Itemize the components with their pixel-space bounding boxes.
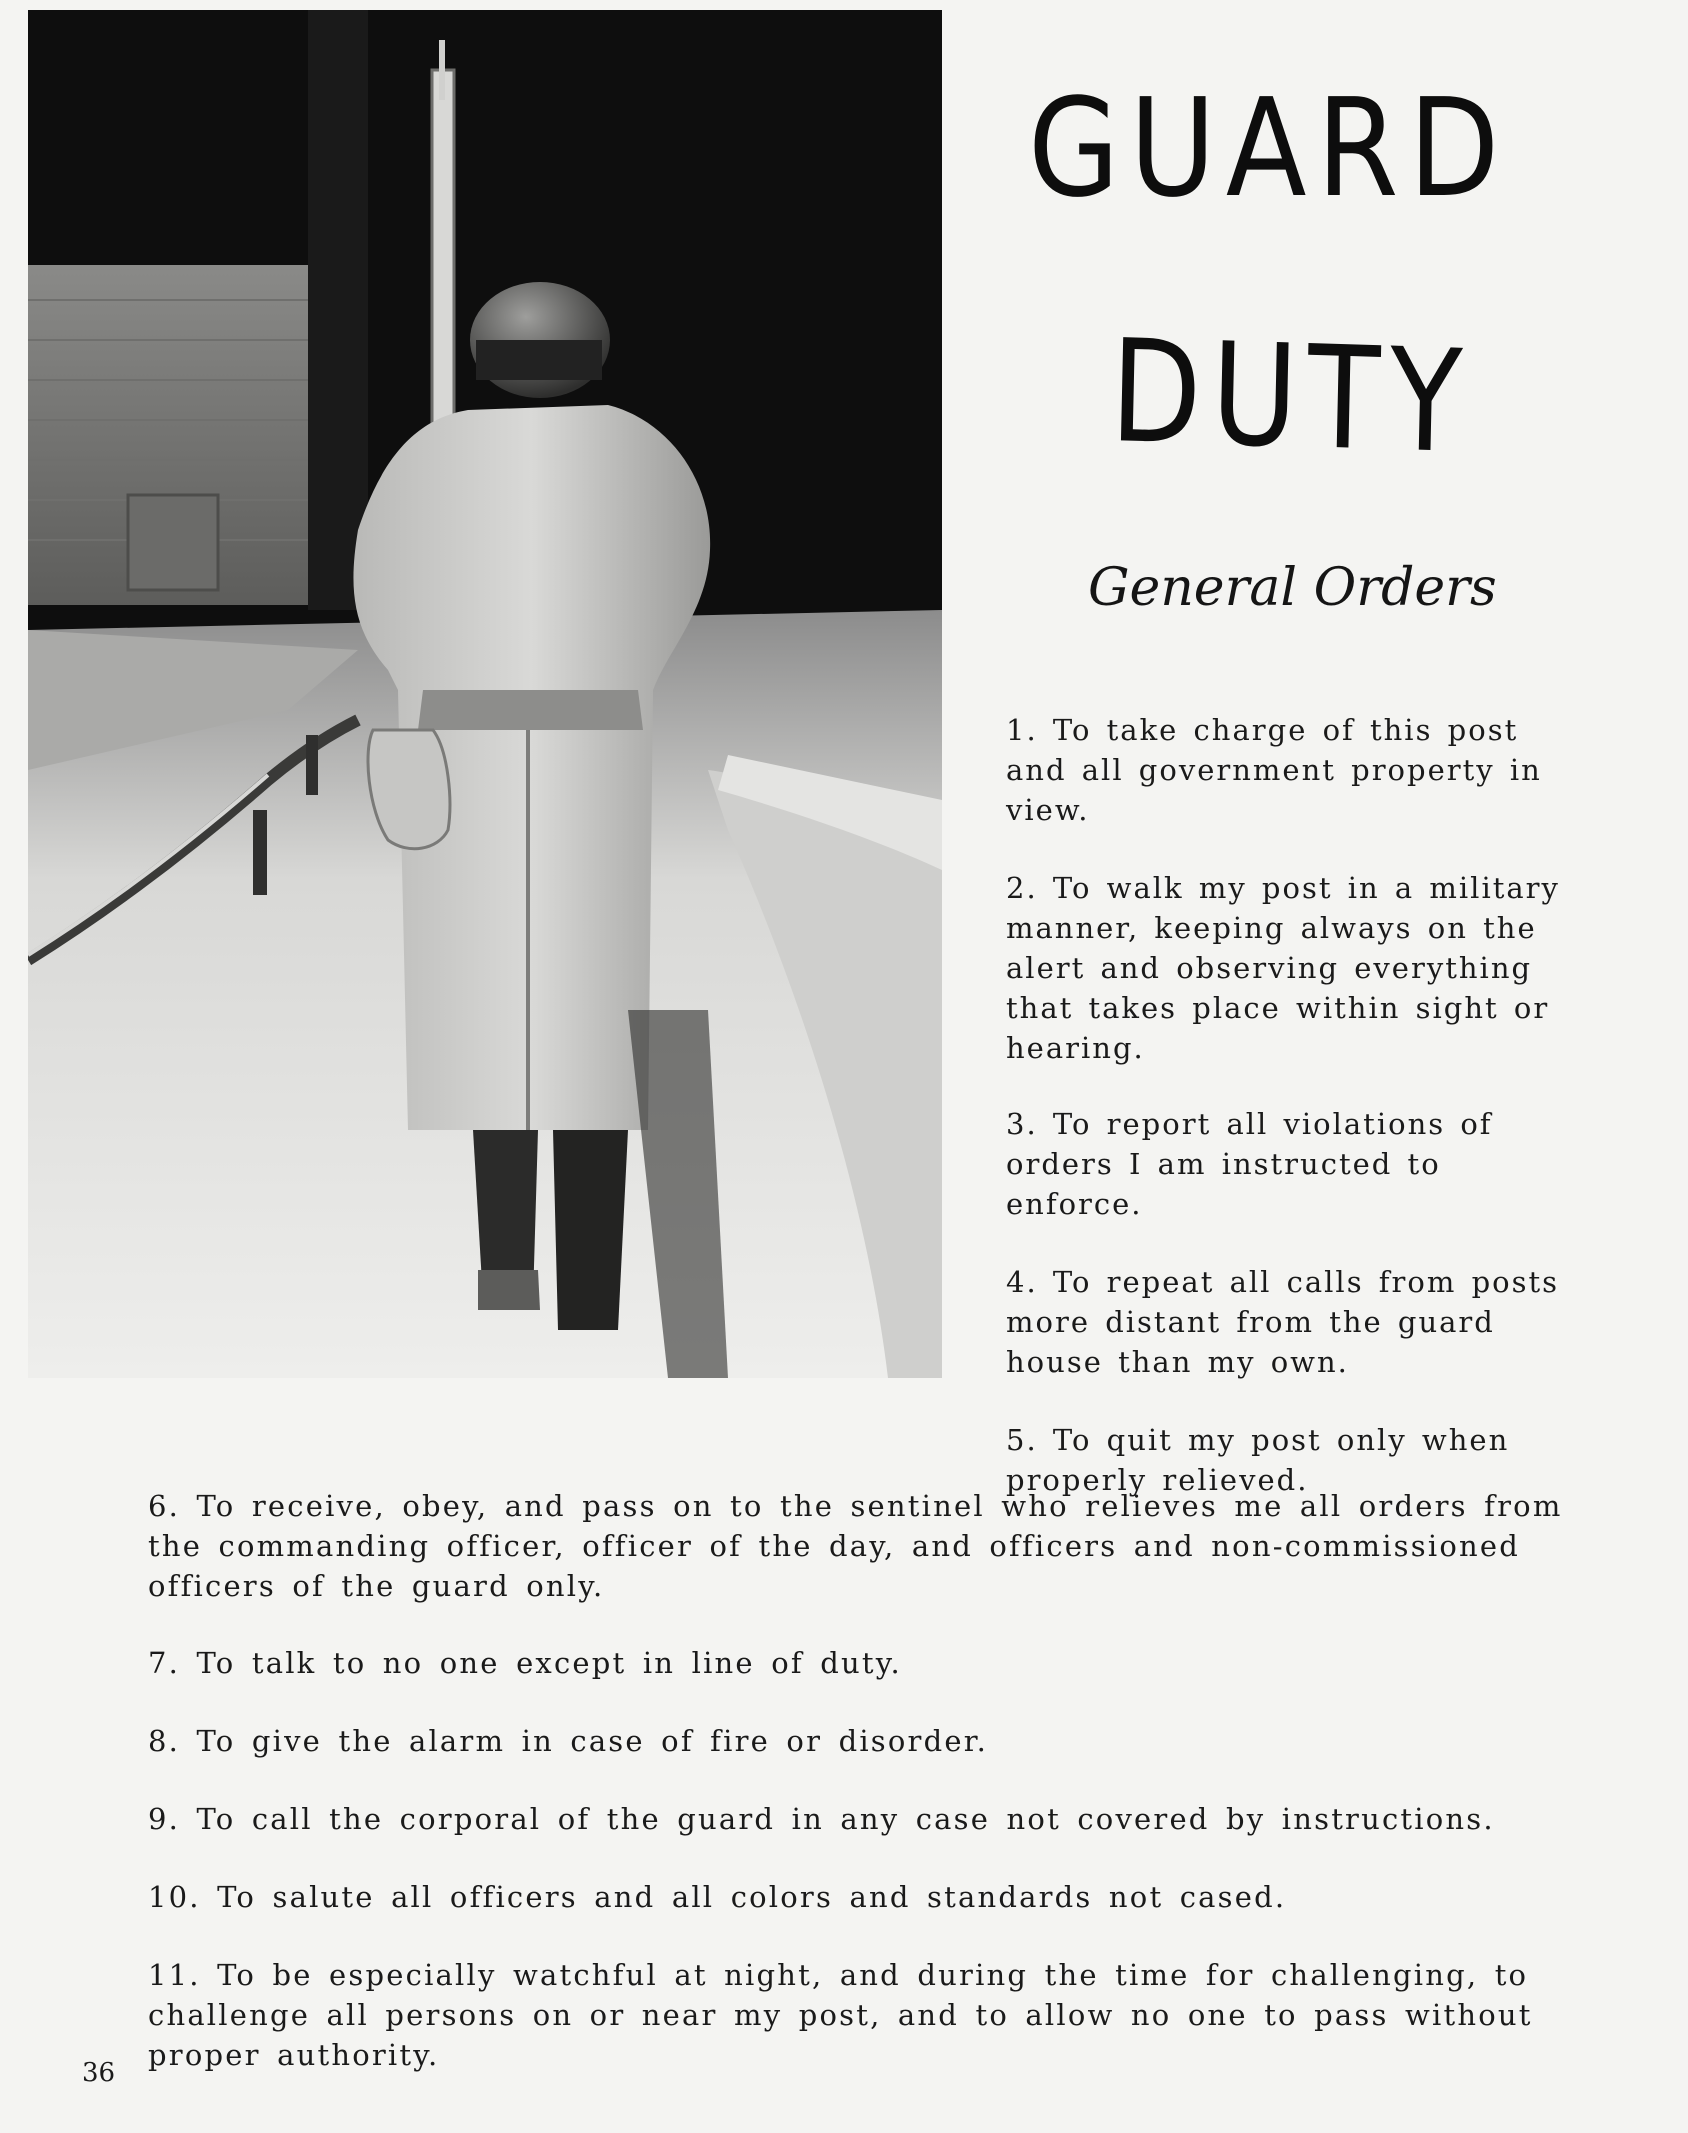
orders-full-width bbox=[148, 1486, 1608, 2112]
general-order-4: 4. To repeat all calls from posts more distant from the guard house than my own. bbox=[1006, 1265, 1560, 1379]
general-order-11: 11. To be especially watchful at night, and during the time for challenging, to challenge all persons on or near my post, and to allow no one to pass without proper authority. bbox=[148, 1958, 1533, 2072]
title-line-guard: GUARD bbox=[1028, 68, 1510, 228]
general-order-7: 7. To talk to no one except in line of duty. bbox=[148, 1646, 902, 1680]
title-line-duty: DUTY bbox=[1108, 308, 1474, 485]
general-order-8: 8. To give the alarm in case of fire or disorder. bbox=[148, 1724, 989, 1758]
general-order-3: 3. To report all violations of orders I am instructed to enforce. bbox=[1006, 1107, 1493, 1221]
general-order-9: 9. To call the corporal of the guard in any case not covered by instructions. bbox=[148, 1802, 1495, 1836]
orders-right-column bbox=[1006, 710, 1576, 1538]
general-order-1: 1. To take charge of this post and all government property in view. bbox=[1006, 713, 1542, 827]
section-heading: General Orders bbox=[1088, 558, 1497, 618]
page-number: 36 bbox=[82, 2058, 116, 2088]
general-order-6: 6. To receive, obey, and pass on to the sentinel who relieves me all orders from the commanding officer, officer of the day, and officers and non-commissioned officers of the guard only. bbox=[148, 1489, 1563, 1603]
sentry-photograph bbox=[28, 10, 942, 1378]
general-order-5: 5. To quit my post only when properly relieved. bbox=[1006, 1423, 1510, 1497]
general-order-10: 10. To salute all officers and all colors and standards not cased. bbox=[148, 1880, 1287, 1914]
general-order-2: 2. To walk my post in a military manner, keeping always on the alert and observing everything that takes place within sight or hearing. bbox=[1006, 871, 1560, 1065]
